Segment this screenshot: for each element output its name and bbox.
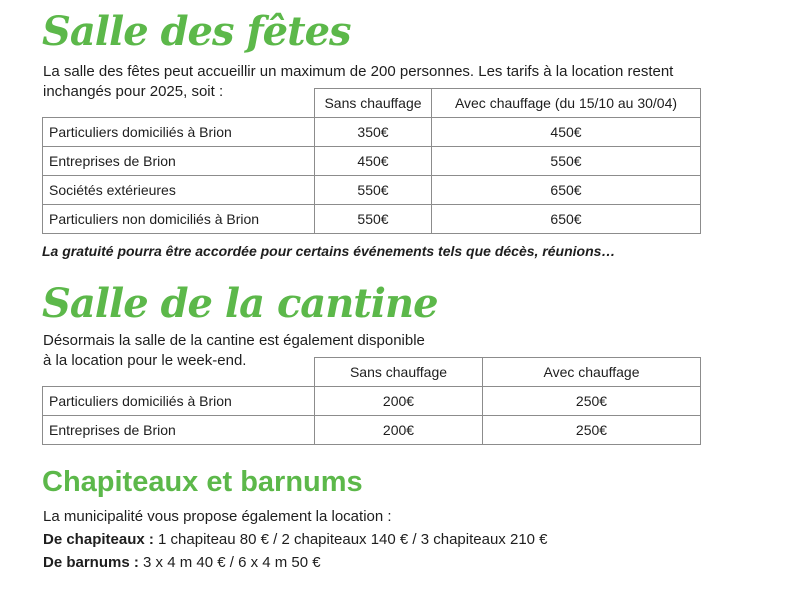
price-sans: 200€	[315, 416, 483, 445]
price-avec: 550€	[432, 147, 701, 176]
chapiteaux-title: Chapiteaux et barnums	[42, 466, 363, 498]
price-sans: 550€	[315, 176, 432, 205]
price-avec: 450€	[432, 118, 701, 147]
table-row	[43, 387, 701, 416]
salle-fetes-intro-line2: inchangés pour 2025, soit :	[43, 83, 224, 100]
row-label: Sociétés extérieures	[43, 176, 315, 205]
chapiteaux-label: De chapiteaux :	[43, 531, 154, 548]
table-row	[43, 205, 701, 234]
price-sans: 550€	[315, 205, 432, 234]
row-label: Entreprises de Brion	[43, 416, 315, 445]
table-header-row	[43, 358, 701, 387]
header-avec-chauffage: Avec chauffage	[483, 358, 701, 387]
salle-cantine-intro-line1: Désormais la salle de la cantine est également disponible	[43, 332, 425, 349]
barnums-line	[43, 553, 321, 573]
barnums-prices: 3 x 4 m 40 € / 6 x 4 m 50 €	[138, 554, 321, 571]
row-label: Particuliers domiciliés à Brion	[43, 118, 315, 147]
salle-fetes-intro-line1: La salle des fêtes peut accueillir un maximum de 200 personnes. Les tarifs à la location restent	[43, 63, 674, 80]
price-avec: 250€	[483, 387, 701, 416]
chapiteaux-prices: 1 chapiteau 80 € / 2 chapiteaux 140 € / 3 chapiteaux 210 €	[153, 531, 548, 548]
price-avec: 650€	[432, 176, 701, 205]
header-blank-cell	[43, 89, 315, 118]
salle-fetes-note: La gratuité pourra être accordée pour certains événements tels que décès, réunions…	[42, 243, 616, 259]
row-label: Particuliers non domiciliés à Brion	[43, 205, 315, 234]
price-avec: 250€	[483, 416, 701, 445]
table-row	[43, 147, 701, 176]
salle-cantine-intro-line2: à la location pour le week-end.	[43, 352, 247, 369]
salle-cantine-price-table	[42, 357, 701, 445]
price-sans: 200€	[315, 387, 483, 416]
salle-cantine-title: Salle de la cantine	[42, 280, 438, 327]
salle-fetes-price-table	[42, 88, 701, 234]
price-sans: 450€	[315, 147, 432, 176]
table-row	[43, 176, 701, 205]
table-header-row	[43, 89, 701, 118]
row-label: Particuliers domiciliés à Brion	[43, 387, 315, 416]
price-sans: 350€	[315, 118, 432, 147]
chapiteaux-line	[43, 530, 548, 550]
header-sans-chauffage: Sans chauffage	[315, 89, 432, 118]
table-row	[43, 118, 701, 147]
row-label: Entreprises de Brion	[43, 147, 315, 176]
barnums-label: De barnums :	[43, 554, 139, 571]
price-avec: 650€	[432, 205, 701, 234]
header-sans-chauffage: Sans chauffage	[315, 358, 483, 387]
header-avec-chauffage: Avec chauffage (du 15/10 au 30/04)	[432, 89, 701, 118]
salle-fetes-title: Salle des fêtes	[42, 8, 351, 55]
header-blank-cell	[43, 358, 315, 387]
chapiteaux-intro: La municipalité vous propose également la location :	[43, 508, 392, 525]
table-row	[43, 416, 701, 445]
